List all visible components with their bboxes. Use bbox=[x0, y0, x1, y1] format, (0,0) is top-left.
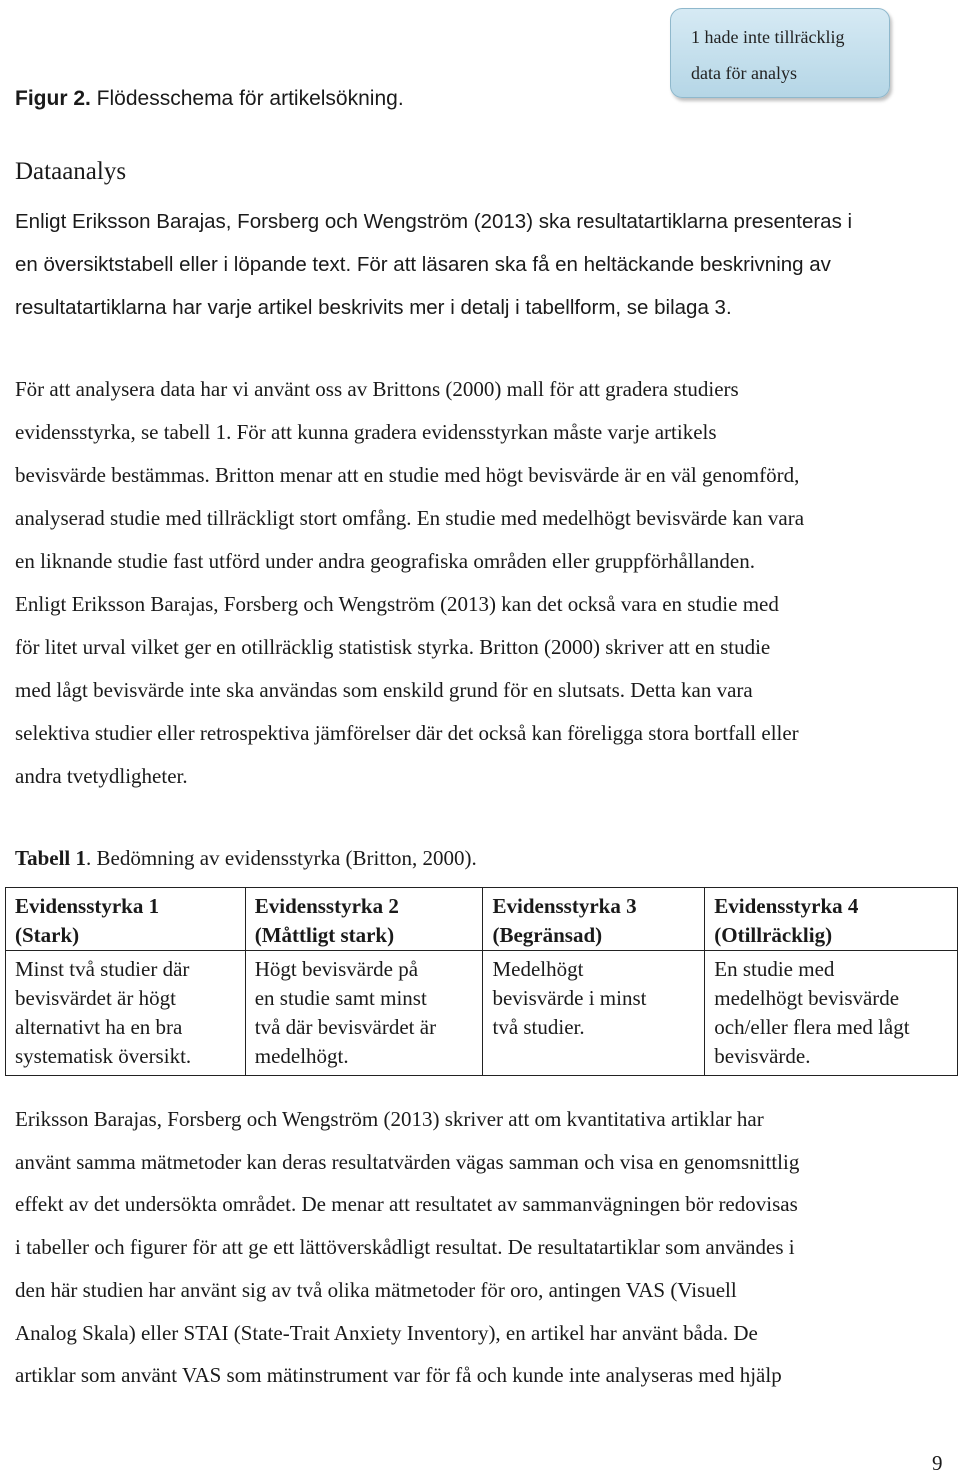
flowchart-box-line: 1 hade inte tillräcklig bbox=[691, 27, 845, 47]
figure-caption-text: Flödesschema för artikelsökning. bbox=[90, 87, 404, 110]
table-row bbox=[6, 951, 958, 1076]
section-heading: Dataanalys bbox=[15, 158, 127, 185]
table-header-row bbox=[6, 888, 958, 951]
paragraph-line: den här studien har använt sig av två olika mätmetoder för oro, antingen VAS (Visuell bbox=[15, 1277, 737, 1302]
table-caption-label: Tabell 1 bbox=[15, 846, 86, 870]
paragraph-line: Enligt Eriksson Barajas, Forsberg och Wengström (2013) kan det också vara en studie med bbox=[15, 592, 779, 616]
evidence-strength-table bbox=[5, 887, 958, 1076]
paragraph-line: för litet urval vilket ger en otillräcklig statistisk styrka. Britton (2000) skriver att en studie bbox=[15, 635, 771, 659]
paragraph-line: analyserad studie med tillräckligt stort omfång. En studie med medelhögt bevisvärde kan vara bbox=[15, 506, 805, 530]
paragraph-line: använt samma mätmetoder kan deras resultatvärden vägas samman och visa en genomsnittlig bbox=[15, 1149, 800, 1174]
paragraph-line: i tabeller och figurer för att ge ett lättöverskådligt resultat. De resultatartiklar som användes i bbox=[15, 1235, 795, 1260]
flowchart-box-line: data för analys bbox=[691, 63, 797, 83]
figure-caption-label: Figur 2. bbox=[15, 87, 91, 110]
paragraph-presentation bbox=[15, 200, 950, 329]
paragraph-line: andra tvetydligheter. bbox=[15, 764, 188, 788]
paragraph-line: Analog Skala) eller STAI (State-Trait Anxiety Inventory), en artikel har använt båda. De bbox=[15, 1320, 758, 1345]
figure-caption bbox=[15, 84, 404, 114]
table-header-cell: Evidensstyrka 4 (Otillräcklig) bbox=[705, 888, 958, 951]
flowchart-box-excluded bbox=[670, 8, 890, 98]
paragraph-line: en översiktstabell eller i löpande text. För att läsaren ska få en heltäckande beskrivning av bbox=[15, 253, 831, 276]
table-header-cell: Evidensstyrka 3 (Begränsad) bbox=[483, 888, 705, 951]
paragraph-line: Enligt Eriksson Barajas, Forsberg och Wengström (2013) ska resultatartiklarna presenteras i bbox=[15, 210, 853, 233]
paragraph-line: För att analysera data har vi använt oss av Brittons (2000) mall för att gradera studiers bbox=[15, 377, 739, 401]
paragraph-line: Eriksson Barajas, Forsberg och Wengström (2013) skriver att om kvantitativa artiklar har bbox=[15, 1107, 764, 1131]
paragraph-line: selektiva studier eller retrospektiva jämförelser där det också kan föreligga stora bortfall eller bbox=[15, 721, 799, 745]
table-caption-text: . Bedömning av evidensstyrka (Britton, 2000). bbox=[86, 846, 477, 870]
paragraph-line: effekt av det undersökta området. De menar att resultatet av sammanvägningen bör redovisas bbox=[15, 1192, 798, 1217]
table-caption bbox=[15, 843, 477, 873]
paragraph-line: bevisvärde bestämmas. Britton menar att en studie med högt bevisvärde är en väl genomförd, bbox=[15, 463, 800, 487]
paragraph-line: med lågt bevisvärde inte ska användas som enskild grund för en slutsats. Detta kan vara bbox=[15, 678, 753, 702]
table-header-cell: Evidensstyrka 2 (Måttligt stark) bbox=[245, 888, 483, 951]
table-cell: Medelhögt bevisvärde i minst två studier. bbox=[483, 951, 705, 1076]
table-cell: Minst två studier där bevisvärdet är högt alternativt ha en bra systematisk översikt. bbox=[6, 951, 246, 1076]
paragraph-quantitative-articles bbox=[15, 1098, 950, 1397]
paragraph-evidence-grading bbox=[15, 368, 950, 798]
paragraph-line: en liknande studie fast utförd under andra geografiska områden eller gruppförhållanden. bbox=[15, 549, 755, 573]
table-cell: Högt bevisvärde på en studie samt minst två där bevisvärdet är medelhögt. bbox=[245, 951, 483, 1076]
paragraph-line: artiklar som använt VAS som mätinstrument var för få och kunde inte analyseras med hjälp bbox=[15, 1363, 782, 1388]
paragraph-line: evidensstyrka, se tabell 1. För att kunna gradera evidensstyrkan måste varje artikels bbox=[15, 420, 717, 444]
table-header-cell: Evidensstyrka 1 (Stark) bbox=[6, 888, 246, 951]
table-cell: En studie med medelhögt bevisvärde och/eller flera med lågt bevisvärde. bbox=[705, 951, 958, 1076]
paragraph-line: resultatartiklarna har varje artikel beskrivits mer i detalj i tabellform, se bilaga 3. bbox=[15, 296, 732, 319]
page-number: 9 bbox=[932, 1451, 943, 1475]
